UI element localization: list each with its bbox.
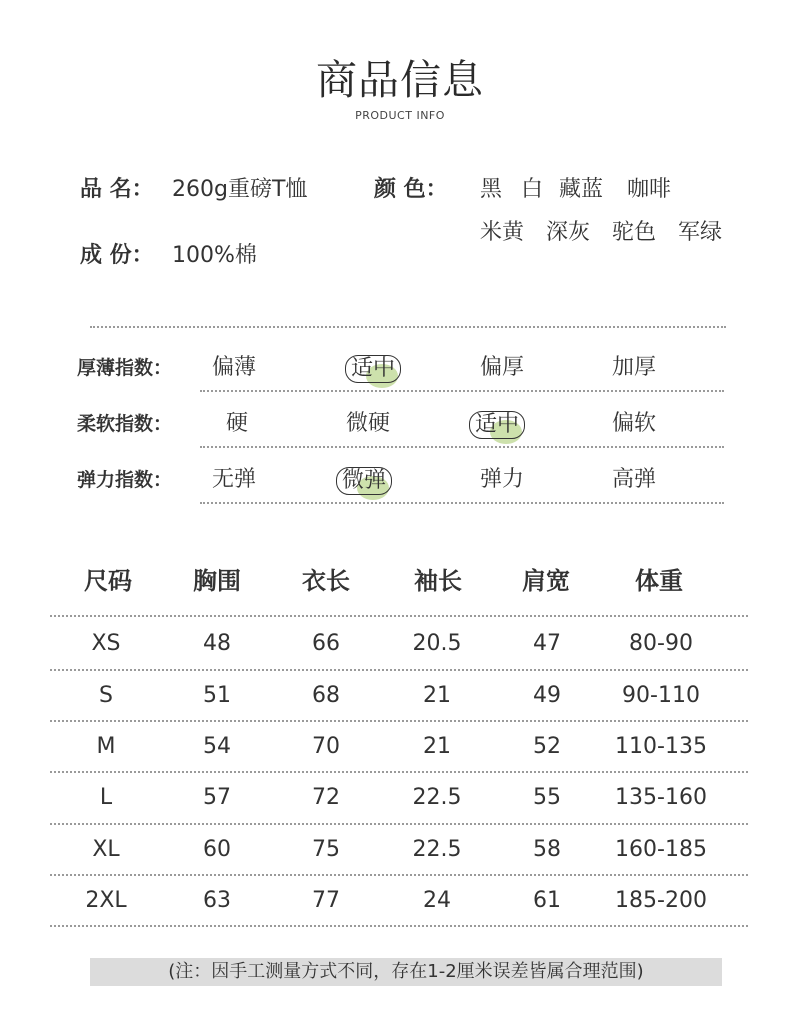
index-option: 偏厚 <box>480 355 525 380</box>
table-cell: 63 <box>203 888 231 913</box>
table-header-chest: 胸围 <box>193 567 241 595</box>
table-cell: 55 <box>533 785 561 810</box>
table-cell: XS <box>91 631 121 656</box>
table-cell: 75 <box>312 837 340 862</box>
table-cell: 57 <box>203 785 231 810</box>
index-option: 硬 <box>226 411 249 436</box>
table-divider <box>50 615 748 617</box>
table-cell: 22.5 <box>412 785 462 810</box>
table-cell: 72 <box>312 785 340 810</box>
index-option: 偏软 <box>612 411 657 436</box>
table-cell: L <box>99 785 113 810</box>
row-divider <box>200 446 724 448</box>
index-option: 无弹 <box>212 467 257 492</box>
table-cell: S <box>99 683 113 708</box>
table-header-size: 尺码 <box>84 567 132 595</box>
selected-option-label: 适中 <box>345 355 401 383</box>
color-item: 深灰 <box>546 220 591 245</box>
selected-option-label: 微弹 <box>336 467 392 495</box>
table-cell: 21 <box>423 683 451 708</box>
page-title: 商品信息 <box>316 56 484 104</box>
table-cell: XL <box>92 837 120 862</box>
index-option: 高弹 <box>612 467 657 492</box>
table-cell: 2XL <box>85 888 127 913</box>
color-item: 米黄 <box>480 220 525 245</box>
table-cell: 90-110 <box>622 683 700 708</box>
table-cell: 68 <box>312 683 340 708</box>
table-cell: 52 <box>533 734 561 759</box>
name-label: 品 名： <box>80 177 154 202</box>
table-cell: 48 <box>203 631 231 656</box>
table-cell: 61 <box>533 888 561 913</box>
color-item: 咖啡 <box>627 177 672 202</box>
table-cell: 54 <box>203 734 231 759</box>
table-cell: 60 <box>203 837 231 862</box>
section-divider <box>90 326 726 328</box>
table-header-length: 衣长 <box>302 567 350 595</box>
table-divider <box>50 823 748 825</box>
table-cell: 49 <box>533 683 561 708</box>
table-divider <box>50 874 748 876</box>
row-divider <box>200 390 724 392</box>
index-label-elasticity: 弹力指数： <box>77 469 173 491</box>
table-cell: 70 <box>312 734 340 759</box>
table-cell: 22.5 <box>412 837 462 862</box>
table-cell: 135-160 <box>615 785 707 810</box>
table-cell: 58 <box>533 837 561 862</box>
table-cell: 80-90 <box>629 631 693 656</box>
table-cell: 21 <box>423 734 451 759</box>
color-item: 藏蓝 <box>559 177 604 202</box>
table-divider <box>50 925 748 927</box>
table-cell: M <box>96 734 116 759</box>
table-cell: 24 <box>423 888 451 913</box>
index-option: 加厚 <box>612 355 657 380</box>
table-cell: 110-135 <box>615 734 707 759</box>
index-label-thickness: 厚薄指数： <box>77 357 173 379</box>
table-divider <box>50 771 748 773</box>
page-subtitle: PRODUCT INFO <box>355 109 445 122</box>
color-item: 军绿 <box>678 220 723 245</box>
index-option: 弹力 <box>480 467 525 492</box>
table-header-shoulder: 肩宽 <box>522 567 570 595</box>
table-cell: 51 <box>203 683 231 708</box>
index-option: 微硬 <box>346 411 391 436</box>
name-value: 260g重磅T恤 <box>172 177 308 202</box>
color-item: 驼色 <box>612 220 657 245</box>
measurement-note: (注：因手工测量方式不同，存在1-2厘米误差皆属合理范围) <box>168 961 644 982</box>
table-cell: 47 <box>533 631 561 656</box>
material-label: 成 份： <box>80 243 154 268</box>
table-cell: 66 <box>312 631 340 656</box>
index-label-softness: 柔软指数： <box>77 413 173 435</box>
table-header-sleeve: 袖长 <box>414 567 462 595</box>
color-item: 白 <box>521 177 544 202</box>
table-cell: 160-185 <box>615 837 707 862</box>
row-divider <box>200 502 724 504</box>
selected-option-label: 适中 <box>469 411 525 439</box>
table-header-weight: 体重 <box>635 567 683 595</box>
table-divider <box>50 669 748 671</box>
table-cell: 77 <box>312 888 340 913</box>
table-divider <box>50 720 748 722</box>
index-option: 偏薄 <box>212 355 257 380</box>
color-item: 黑 <box>480 177 503 202</box>
color-label: 颜 色： <box>374 177 448 202</box>
table-cell: 185-200 <box>615 888 707 913</box>
table-cell: 20.5 <box>412 631 462 656</box>
material-value: 100%棉 <box>172 243 257 268</box>
